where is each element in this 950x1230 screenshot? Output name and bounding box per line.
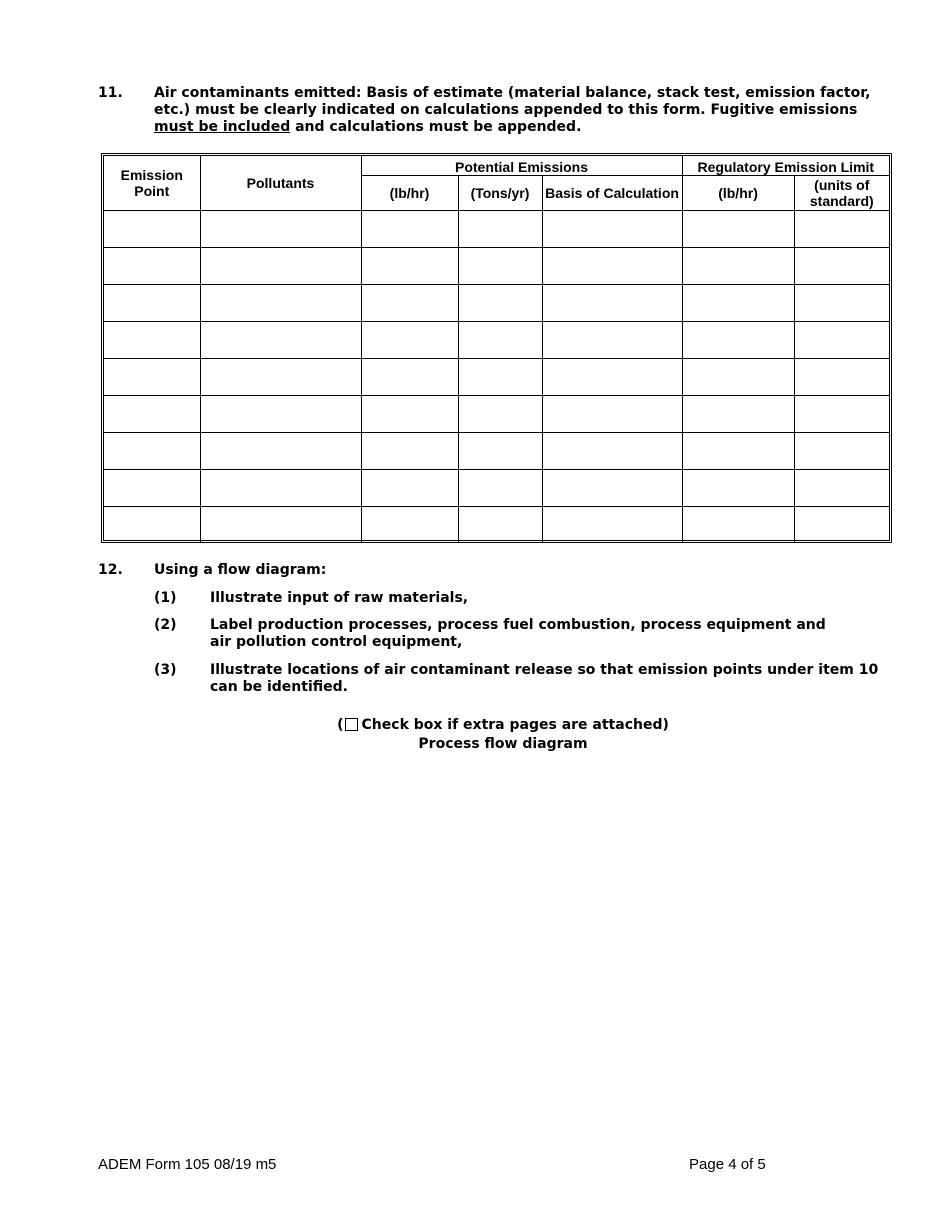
table-cell[interactable] — [200, 507, 361, 544]
header-pollutants: Pollutants — [200, 156, 361, 211]
table-cell[interactable] — [458, 470, 542, 507]
header-lbhr: (lb/hr) — [361, 176, 458, 211]
table-cell[interactable] — [361, 322, 458, 359]
table-cell[interactable] — [458, 359, 542, 396]
table-cell[interactable] — [458, 507, 542, 544]
table-cell[interactable] — [458, 322, 542, 359]
table-cell[interactable] — [361, 507, 458, 544]
table-cell[interactable] — [542, 396, 682, 433]
table-cell[interactable] — [361, 248, 458, 285]
table-cell[interactable] — [794, 322, 889, 359]
header-reg-lbhr: (lb/hr) — [682, 176, 794, 211]
table-row — [104, 359, 889, 396]
table-cell[interactable] — [542, 248, 682, 285]
table-row — [104, 433, 889, 470]
table-cell[interactable] — [794, 248, 889, 285]
checkbox-open-paren: ( — [337, 717, 344, 733]
emissions-table-body — [104, 211, 889, 544]
table-cell[interactable] — [200, 211, 361, 248]
header-basis-of-calculation: Basis of Calculation — [542, 176, 682, 211]
table-cell[interactable] — [104, 359, 200, 396]
header-units-of-standard: (units of standard) — [794, 176, 889, 211]
table-cell[interactable] — [200, 433, 361, 470]
table-cell[interactable] — [794, 359, 889, 396]
header-tonsyr: (Tons/yr) — [458, 176, 542, 211]
table-cell[interactable] — [200, 396, 361, 433]
table-cell[interactable] — [200, 470, 361, 507]
emissions-table-frame — [101, 153, 892, 543]
table-cell[interactable] — [361, 470, 458, 507]
table-row — [104, 322, 889, 359]
table-cell[interactable] — [200, 248, 361, 285]
footer-page-number: Page 4 of 5 — [689, 1156, 766, 1173]
extra-pages-checkbox[interactable] — [345, 718, 358, 731]
table-row — [104, 507, 889, 544]
table-cell[interactable] — [458, 285, 542, 322]
table-cell[interactable] — [542, 285, 682, 322]
table-cell[interactable] — [458, 396, 542, 433]
table-cell[interactable] — [361, 396, 458, 433]
table-cell[interactable] — [794, 470, 889, 507]
item-11-underlined: must be included — [154, 119, 291, 135]
subitem-2-number: (2) — [154, 617, 177, 633]
table-cell[interactable] — [104, 396, 200, 433]
table-cell[interactable] — [104, 285, 200, 322]
table-row — [104, 211, 889, 248]
table-cell[interactable] — [542, 507, 682, 544]
table-cell[interactable] — [200, 322, 361, 359]
subitem-3-text: Illustrate locations of air contaminant release so that emission points under item 10 can be identified. — [210, 662, 879, 695]
table-cell[interactable] — [104, 433, 200, 470]
table-cell[interactable] — [200, 359, 361, 396]
table-row — [104, 470, 889, 507]
table-cell[interactable] — [682, 396, 794, 433]
table-cell[interactable] — [794, 285, 889, 322]
table-cell[interactable] — [361, 285, 458, 322]
table-cell[interactable] — [104, 470, 200, 507]
table-cell[interactable] — [104, 322, 200, 359]
table-cell[interactable] — [361, 359, 458, 396]
table-row — [104, 396, 889, 433]
table-cell[interactable] — [794, 433, 889, 470]
table-cell[interactable] — [542, 359, 682, 396]
table-cell[interactable] — [458, 211, 542, 248]
table-cell[interactable] — [682, 433, 794, 470]
table-cell[interactable] — [104, 248, 200, 285]
table-cell[interactable] — [682, 285, 794, 322]
item-11-text — [154, 85, 894, 136]
table-cell[interactable] — [458, 248, 542, 285]
table-cell[interactable] — [361, 211, 458, 248]
item-12-text: Using a flow diagram: — [154, 562, 327, 578]
table-cell[interactable] — [542, 211, 682, 248]
header-regulatory-emission-limit: Regulatory Emission Limit — [682, 156, 889, 176]
table-cell[interactable] — [542, 322, 682, 359]
table-cell[interactable] — [682, 322, 794, 359]
subitem-1-number: (1) — [154, 590, 177, 606]
header-potential-emissions: Potential Emissions — [361, 156, 682, 176]
table-cell[interactable] — [682, 470, 794, 507]
item-11-text-part1: Air contaminants emitted: Basis of estimate (material balance, stack test, emission factor, etc.) must be clearly indicated on calculations appended to this form. Fugitive emissions — [154, 85, 871, 118]
subitem-3-number: (3) — [154, 662, 177, 678]
checkbox-label: Check box if extra pages are attached) — [361, 717, 669, 733]
extra-pages-checkbox-line — [0, 716, 950, 754]
table-cell[interactable] — [542, 433, 682, 470]
table-row — [104, 248, 889, 285]
table-row — [104, 285, 889, 322]
table-cell[interactable] — [200, 285, 361, 322]
table-cell[interactable] — [104, 507, 200, 544]
table-cell[interactable] — [104, 211, 200, 248]
header-emission-point: Emission Point — [104, 156, 200, 211]
table-cell[interactable] — [794, 396, 889, 433]
table-cell[interactable] — [542, 470, 682, 507]
footer-form-id: ADEM Form 105 08/19 m5 — [98, 1156, 277, 1173]
emissions-table — [104, 156, 889, 543]
diagram-title: Process flow diagram — [418, 736, 588, 752]
table-cell[interactable] — [361, 433, 458, 470]
subitem-2-text: Label production processes, process fuel combustion, process equipment and air pollution control equipment, — [210, 617, 826, 650]
item-11-number: 11. — [98, 85, 123, 101]
subitem-1-text: Illustrate input of raw materials, — [210, 590, 469, 606]
table-cell[interactable] — [458, 433, 542, 470]
table-cell[interactable] — [794, 211, 889, 248]
table-cell[interactable] — [682, 248, 794, 285]
table-cell[interactable] — [682, 359, 794, 396]
item-12-number: 12. — [98, 562, 123, 578]
table-cell[interactable] — [682, 211, 794, 248]
table-cell[interactable] — [794, 507, 889, 544]
item-11-text-part2: and calculations must be appended. — [290, 119, 582, 135]
table-cell[interactable] — [682, 507, 794, 544]
